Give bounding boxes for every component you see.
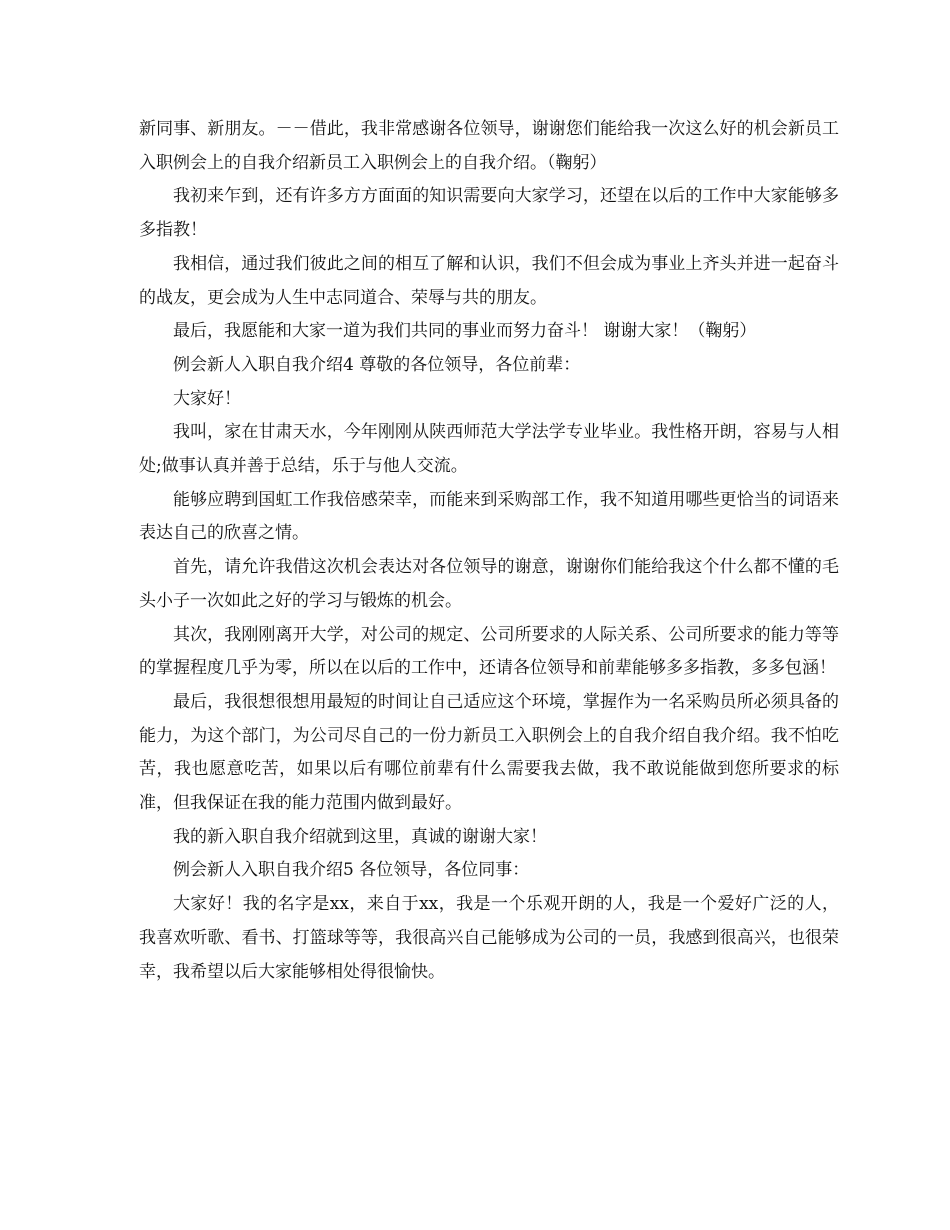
- section-heading: 例会新人入职自我介绍4 尊敬的各位领导，各位前辈：: [173, 354, 581, 375]
- paragraph: 其次，我刚刚离开大学，对公司的规定、公司所要求的人际关系、公司所要求的能力等等的掌握程度几乎为零，所以在以后的工作中，还请各位领导和前辈能够多多指教，多多包涵！: [139, 624, 839, 679]
- section-heading: 例会新人入职自我介绍5 各位领导，各位同事：: [173, 860, 530, 881]
- paragraph: 我相信，通过我们彼此之间的相互了解和认识，我们不但会成为事业上齐头并进一起奋斗的战友，更会成为人生中志同道合、荣辱与共的朋友。: [139, 253, 839, 308]
- paragraph: 最后，我愿能和大家一道为我们共同的事业而努力奋斗！ 谢谢大家！（鞠躬）: [173, 321, 757, 342]
- greeting: 大家好！: [173, 388, 241, 409]
- paragraph: 我的新入职自我介绍就到这里，真诚的谢谢大家！: [173, 826, 547, 847]
- paragraph: 大家好！我的名字是xx，来自于xx，我是一个乐观开朗的人，我是一个爱好广泛的人，我喜欢听歌、看书、打篮球等等，我很高兴自己能够成为公司的一员，我感到很高兴，也很荣幸，我希望以后大家能够相处得很愉快。: [139, 894, 839, 982]
- paragraph: 最后，我很想很想用最短的时间让自己适应这个环境，掌握作为一名采购员所必须具备的能力，为这个部门，为公司尽自己的一份力新员工入职例会上的自我介绍自我介绍。我不怕吃苦，我也愿意吃苦，如果以后有哪位前辈有什么需要我去做，我不敢说能做到您所要求的标准，但我保证在我的能力范围内做到最好。: [139, 691, 839, 814]
- paragraph: 我初来乍到，还有许多方方面面的知识需要向大家学习，还望在以后的工作中大家能够多多指教！: [139, 186, 839, 241]
- paragraph: 我叫，家在甘肃天水，今年刚刚从陕西师范大学法学专业毕业。我性格开朗，容易与人相处;做事认真并善于总结，乐于与他人交流。: [139, 422, 839, 477]
- paragraph: 能够应聘到国虹工作我倍感荣幸，而能来到采购部工作，我不知道用哪些更恰当的词语来表达自己的欣喜之情。: [139, 489, 839, 544]
- document-body: [139, 113, 839, 989]
- paragraph: 首先，请允许我借这次机会表达对各位领导的谢意，谢谢你们能给我这个什么都不懂的毛头小子一次如此之好的学习与锻炼的机会。: [139, 557, 839, 611]
- paragraph: 新同事、新朋友。－－借此，我非常感谢各位领导，谢谢您们能给我一次这么好的机会新员工入职例会上的自我介绍新员工入职例会上的自我介绍。（鞠躬）: [139, 119, 839, 173]
